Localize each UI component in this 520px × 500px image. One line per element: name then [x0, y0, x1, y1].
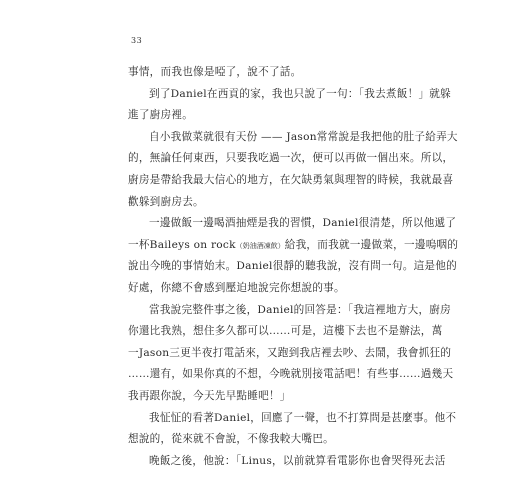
text-line: 歡躲到廚房去。 — [128, 195, 204, 208]
text-line: 想說的，從來就不會說，不像我較大嘴巴。 — [128, 433, 335, 446]
text-line: 一邊做飯一邊喝酒抽煙是我的習慣，Daniel很清楚，所以他遞了 — [149, 217, 457, 230]
text-line: 我怔怔的看著Daniel，回應了一聲，也不打算問是甚麼事。他不 — [149, 411, 457, 424]
text-line: 進了廚房裡。 — [128, 109, 194, 122]
body-text — [128, 62, 459, 472]
text-line: 事情，而我也像是啞了，說不了話。 — [128, 66, 302, 78]
text-line: ……還有，如果你真的不想，今晚就別接電話吧！有些事……過幾天 — [128, 368, 454, 381]
text-line: 好處，你總不會感到壓迫地說完你想說的事。 — [128, 281, 345, 294]
text-line: 我再跟你說，今天先早點睡吧！」 — [128, 389, 291, 402]
text-line: 說出今晚的事情始末。Daniel很靜的聽我說，沒有問一句。這是他的 — [128, 260, 457, 273]
text-line: 當我說完整件事之後，Daniel的回答是：「我這裡地方大，廚房 — [149, 303, 451, 316]
page-number: 33 — [131, 36, 143, 45]
text-line: 自小我做菜就很有天份 —— Jason常常說是我把他的肚子給弄大 — [149, 130, 458, 143]
text-line: 的，無論任何東西，只要我吃過一次，便可以再做一個出來。所以， — [128, 152, 454, 165]
text-segment: 一杯Baileys on rock — [128, 238, 236, 251]
text-line: 晚飯之後，他說：「Linus，以前就算看電影你也會哭得死去活 — [149, 454, 446, 467]
annotation-note: （奶油酒凍飲） — [235, 241, 285, 250]
text-line: 到了Daniel在西貢的家，我也只說了一句：「我去煮飯！」就躲 — [149, 87, 451, 100]
text-line: 廚房是帶給我最大信心的地方，在欠缺勇氣與理智的時候，我就最喜 — [128, 173, 454, 186]
text-segment: 給我，而我就一邊做菜，一邊嗚咽的 — [284, 238, 459, 251]
text-line: 你還比我熟，想住多久都可以……可是，這樓下去也不是辦法，萬 — [128, 325, 443, 338]
text-line: 一Jason三更半夜打電話來，又跑到我店裡去吵、去鬧，我會抓狂的 — [128, 346, 452, 359]
text-line — [128, 235, 459, 257]
